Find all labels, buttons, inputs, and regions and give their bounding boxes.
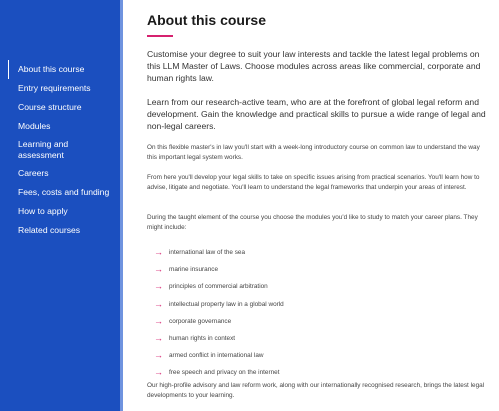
sidebar-item-about[interactable]: About this course: [8, 60, 120, 79]
modules-list: [154, 244, 484, 382]
list-item: [154, 330, 484, 347]
list-item-label: intellectual property law in a global world: [169, 300, 284, 308]
list-item-label: international law of the sea: [169, 249, 246, 257]
sidebar-item-learning-assessment[interactable]: Learning and assessment: [18, 139, 69, 160]
arrow-right-icon: →: [154, 315, 163, 326]
list-item-label: marine insurance: [169, 266, 219, 274]
sidebar-item-how-to-apply[interactable]: How to apply: [18, 206, 68, 216]
list-item: [154, 244, 484, 261]
sidebar-item-course-structure[interactable]: Course structure: [18, 102, 82, 112]
sidebar-item-entry-requirements[interactable]: Entry requirements: [18, 83, 91, 93]
sidebar-item-careers[interactable]: Careers: [18, 168, 49, 178]
list-item-label: human rights in context: [169, 335, 236, 343]
sidebar-item-modules[interactable]: Modules: [18, 121, 51, 131]
lead-paragraph-2: Learn from our research-active team, who are at the forefront of global legal reform and development. Gain the knowledge and practical skills to pursue a wide range of legal and non-legal careers.: [147, 97, 486, 131]
body-paragraph-1: On this flexible master's in law you'll start with a week-long introductory course on common law to understand the way this important legal system works.: [147, 144, 480, 162]
arrow-right-icon: →: [154, 367, 163, 378]
list-item: [154, 313, 484, 330]
list-item: [154, 261, 484, 278]
list-item: [154, 278, 484, 295]
sidebar-item-fees[interactable]: Fees, costs and funding: [18, 187, 110, 197]
list-item-label: armed conflict in international law: [169, 352, 264, 360]
lead-paragraph-1: Customise your degree to suit your law interests and tackle the latest legal problems on this LLM Master of Laws. Choose modules across areas like commercial, corporate and human rights law.: [147, 49, 481, 83]
list-item: [154, 364, 484, 381]
sidebar-border: [120, 0, 123, 411]
title-underline: [147, 35, 173, 37]
body-paragraph-4: Our high-profile advisory and law reform work, along with our internationally recognised research, brings the latest legal developments to your learning.: [147, 382, 485, 400]
body-paragraph-3: During the taught element of the course you choose the modules you'd like to study to match your career plans. They might include:: [147, 214, 478, 232]
arrow-right-icon: →: [154, 281, 163, 292]
list-item-label: corporate governance: [169, 317, 232, 325]
body-paragraph-2: From here you'll develop your legal skills to take on specific issues arising from practical scenarios. You'll learn how to advise, litigate and negotiate. You'll learn to understand the legal frameworks that underpin your areas of interest.: [147, 174, 480, 192]
arrow-right-icon: →: [154, 298, 163, 309]
list-item: [154, 347, 484, 364]
arrow-right-icon: →: [154, 264, 163, 275]
page-title: About this course: [147, 12, 267, 28]
sidebar-nav: [8, 60, 120, 240]
list-item-label: principles of commercial arbitration: [169, 283, 268, 291]
sidebar-item-related-courses[interactable]: Related courses: [18, 225, 81, 235]
arrow-right-icon: →: [154, 350, 163, 361]
sidebar: [0, 0, 120, 411]
list-item-label: free speech and privacy on the internet: [169, 369, 280, 377]
list-item: [154, 296, 484, 313]
arrow-right-icon: →: [154, 247, 163, 258]
arrow-right-icon: →: [154, 333, 163, 344]
